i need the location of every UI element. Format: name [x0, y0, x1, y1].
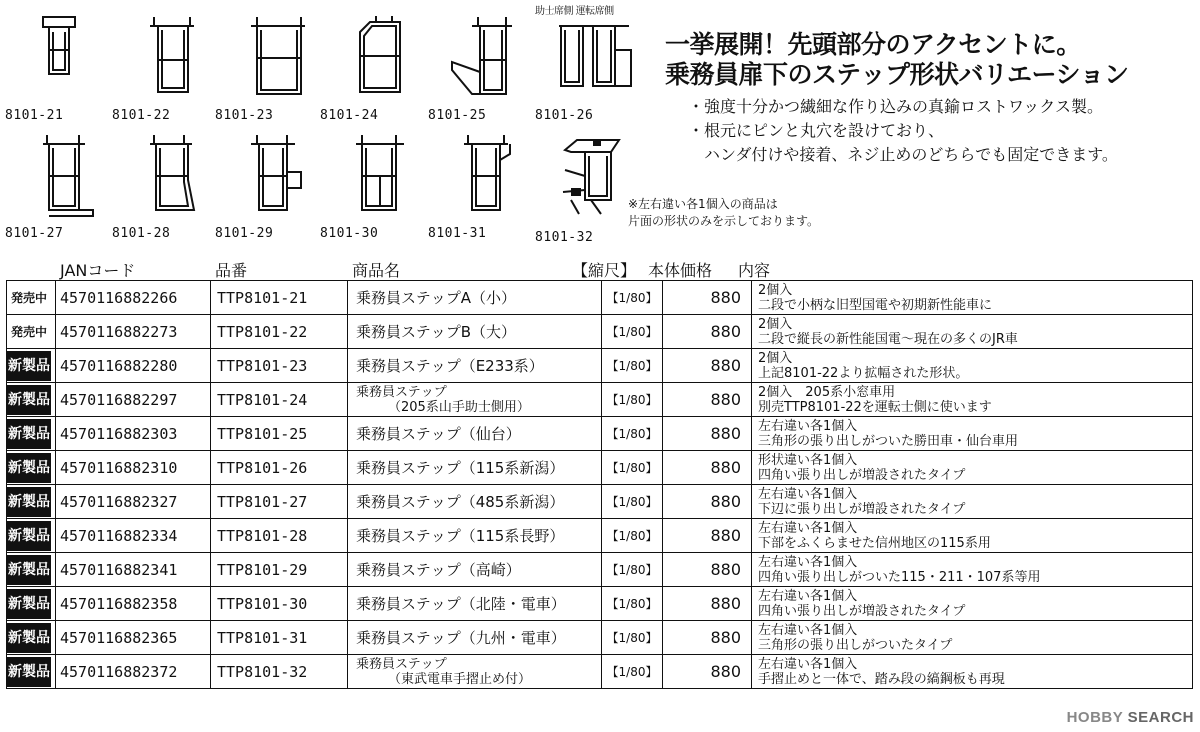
product-name: 乗務員ステップA（小） — [356, 289, 516, 307]
product-name: 乗務員ステップ（E233系） — [356, 357, 544, 375]
table-row — [7, 417, 1193, 451]
table-row — [7, 383, 1193, 417]
table-row — [7, 519, 1193, 553]
scale-cell: 【1/80】 — [602, 417, 663, 451]
header-price: 本体価格 — [648, 261, 713, 280]
figure-code: 8101-29 — [215, 226, 274, 241]
step-drawing-icon — [5, 130, 100, 225]
figure-8101-28 — [112, 130, 202, 250]
header-no: 品番 — [215, 261, 248, 280]
step-drawing-icon — [320, 130, 415, 225]
product-name-cell — [348, 417, 602, 451]
product-name-sub: （東武電車手摺止め付） — [388, 671, 532, 687]
status-cell — [7, 519, 56, 553]
header-desc: 内容 — [738, 261, 771, 280]
product-number-cell: TTP8101-32 — [211, 655, 348, 689]
description-line: 左右違い各1個入 — [758, 554, 858, 570]
status-cell — [7, 281, 56, 315]
product-name: 乗務員ステップ（485系新潟） — [356, 493, 565, 511]
description-line: 下部をふくらませた信州地区の115系用 — [758, 535, 991, 551]
jan-cell: 4570116882358 — [56, 587, 211, 621]
product-number-cell: TTP8101-23 — [211, 349, 348, 383]
figure-code: 8101-24 — [320, 108, 379, 123]
price-cell: 880 — [663, 417, 752, 451]
status-badge: 新製品 — [7, 555, 51, 585]
table-row — [7, 281, 1193, 315]
figure-note — [628, 196, 819, 230]
step-drawing-icon — [320, 12, 410, 102]
product-name-cell — [348, 315, 602, 349]
bullet: ・強度十分かつ繊細な作り込みの真鍮ロストワックス製。 — [688, 97, 1104, 116]
figure-code: 8101-27 — [5, 226, 64, 241]
step-drawing-icon — [215, 12, 305, 102]
description-line: 左右違い各1個入 — [758, 486, 858, 502]
product-name-cell — [348, 587, 602, 621]
product-name-cell — [348, 553, 602, 587]
table-row — [7, 315, 1193, 349]
scale-cell: 【1/80】 — [602, 553, 663, 587]
status-cell — [7, 553, 56, 587]
product-table — [6, 280, 1193, 689]
description-cell — [752, 621, 1193, 655]
jan-cell: 4570116882372 — [56, 655, 211, 689]
description-cell — [752, 417, 1193, 451]
description-cell — [752, 519, 1193, 553]
description-line: 左右違い各1個入 — [758, 622, 858, 638]
status-badge: 新製品 — [7, 453, 51, 483]
watermark-suffix: SEARCH — [1127, 709, 1194, 726]
description-cell — [752, 655, 1193, 689]
product-name-cell — [348, 451, 602, 485]
jan-cell: 4570116882310 — [56, 451, 211, 485]
figure-code: 8101-30 — [320, 226, 379, 241]
table-row — [7, 553, 1193, 587]
figure-code: 8101-25 — [428, 108, 487, 123]
description-cell — [752, 451, 1193, 485]
status-badge: 新製品 — [7, 487, 51, 517]
bullet: ・根元にピンと丸穴を設けており、 — [688, 121, 945, 140]
step-drawing-icon — [535, 130, 635, 225]
product-name-cell — [348, 519, 602, 553]
price-cell: 880 — [663, 553, 752, 587]
feature-bullets — [688, 95, 1118, 167]
description-line: 四角い張り出しが増設されたタイプ — [758, 603, 966, 619]
description-line: 二段で小柄な旧型国電や初期新性能車に — [758, 297, 993, 313]
table-row — [7, 621, 1193, 655]
description-cell — [752, 349, 1193, 383]
table-row — [7, 587, 1193, 621]
watermark — [1067, 709, 1194, 726]
figure-code: 8101-26 — [535, 108, 594, 123]
description-line: 2個入 205系小窓車用 — [758, 384, 896, 400]
price-cell: 880 — [663, 587, 752, 621]
description-line: 四角い張り出しがついた115・211・107系等用 — [758, 569, 1041, 585]
status-cell — [7, 587, 56, 621]
description-cell — [752, 485, 1193, 519]
step-drawing-icon — [428, 130, 523, 225]
scale-cell: 【1/80】 — [602, 587, 663, 621]
description-cell — [752, 315, 1193, 349]
table-row — [7, 485, 1193, 519]
description-line: 形状違い各1個入 — [758, 452, 858, 468]
description-line: 二段で縦長の新性能国電～現在の多くのJR車 — [758, 331, 1018, 347]
product-name: 乗務員ステップ（九州・電車） — [356, 629, 566, 647]
status-badge: 新製品 — [7, 385, 51, 415]
product-number-cell: TTP8101-24 — [211, 383, 348, 417]
scale-cell: 【1/80】 — [602, 485, 663, 519]
header-jan: JANコード — [60, 261, 136, 280]
product-name: 乗務員ステップ（115系新潟） — [356, 459, 565, 477]
scale-cell: 【1/80】 — [602, 349, 663, 383]
figure-8101-26 — [535, 12, 625, 132]
description-line: 三角形の張り出しがついた勝田車・仙台車用 — [758, 433, 1019, 449]
status-badge: 新製品 — [7, 351, 51, 381]
figure-8101-27 — [5, 130, 95, 250]
status-badge: 発売中 — [10, 290, 47, 305]
price-cell: 880 — [663, 485, 752, 519]
status-cell — [7, 621, 56, 655]
scale-cell: 【1/80】 — [602, 451, 663, 485]
product-name: 乗務員ステップB（大） — [356, 323, 516, 341]
step-drawing-icon — [535, 12, 635, 102]
description-line: 左右違い各1個入 — [758, 418, 858, 434]
figure-code: 8101-32 — [535, 230, 594, 245]
price-cell: 880 — [663, 349, 752, 383]
figure-code: 8101-23 — [215, 108, 274, 123]
jan-cell: 4570116882280 — [56, 349, 211, 383]
figure-8101-23 — [215, 12, 305, 132]
table-row — [7, 655, 1193, 689]
figure-8101-25 — [428, 12, 518, 132]
headline-line: 乗務員扉下のステップ形状バリエーション — [665, 60, 1129, 89]
product-name: 乗務員ステップ（高崎） — [356, 561, 521, 579]
description-line: 四角い張り出しが増設されたタイプ — [758, 467, 966, 483]
description-line: 2個入 — [758, 316, 793, 332]
description-cell — [752, 553, 1193, 587]
status-cell — [7, 383, 56, 417]
description-cell — [752, 281, 1193, 315]
product-name-cell — [348, 349, 602, 383]
product-name-cell — [348, 383, 602, 417]
product-name: 乗務員ステップ（115系長野） — [356, 527, 565, 545]
description-line: 手摺止めと一体で、踏み段の縞鋼板も再現 — [758, 671, 1005, 687]
jan-cell: 4570116882334 — [56, 519, 211, 553]
product-name: 乗務員ステップ — [356, 656, 447, 672]
scale-cell: 【1/80】 — [602, 621, 663, 655]
figure-code: 8101-22 — [112, 108, 171, 123]
jan-cell: 4570116882327 — [56, 485, 211, 519]
description-line: 2個入 — [758, 350, 793, 366]
product-name-cell — [348, 621, 602, 655]
step-drawing-icon — [112, 130, 207, 225]
jan-cell: 4570116882266 — [56, 281, 211, 315]
status-cell — [7, 417, 56, 451]
figure-8101-21 — [5, 12, 95, 132]
description-line: 左右違い各1個入 — [758, 520, 858, 536]
headline-line: 一挙展開！先頭部分のアクセントに。 — [665, 30, 1081, 59]
figure-code: 8101-28 — [112, 226, 171, 241]
step-drawing-icon — [215, 130, 310, 225]
price-cell: 880 — [663, 621, 752, 655]
scale-cell: 【1/80】 — [602, 383, 663, 417]
price-cell: 880 — [663, 315, 752, 349]
product-number-cell: TTP8101-25 — [211, 417, 348, 451]
product-number-cell: TTP8101-26 — [211, 451, 348, 485]
product-name: 乗務員ステップ（仙台） — [356, 425, 521, 443]
note-line: 片面の形状のみを示しております。 — [628, 214, 820, 228]
jan-cell: 4570116882273 — [56, 315, 211, 349]
jan-cell: 4570116882303 — [56, 417, 211, 451]
status-cell — [7, 315, 56, 349]
table-row — [7, 349, 1193, 383]
step-drawing-icon — [428, 12, 518, 102]
figure-code: 8101-21 — [5, 108, 64, 123]
status-cell — [7, 349, 56, 383]
product-number-cell: TTP8101-31 — [211, 621, 348, 655]
product-name: 乗務員ステップ（北陸・電車） — [356, 595, 566, 613]
price-cell: 880 — [663, 519, 752, 553]
figure-area — [0, 0, 640, 250]
header-name: 商品名 — [352, 261, 401, 280]
bullet: ハンダ付けや接着、ネジ止めのどちらでも固定できます。 — [688, 145, 1118, 164]
description-line: 左右違い各1個入 — [758, 588, 858, 604]
status-badge: 新製品 — [7, 419, 51, 449]
note-line: ※左右違い各1個入の商品は — [628, 197, 778, 211]
product-number-cell: TTP8101-29 — [211, 553, 348, 587]
product-name-cell — [348, 655, 602, 689]
price-cell: 880 — [663, 451, 752, 485]
description-line: 上記8101-22より拡幅された形状。 — [758, 365, 969, 381]
product-number-cell: TTP8101-28 — [211, 519, 348, 553]
side-label: 助士席側 運転席側 — [535, 6, 614, 17]
product-name-sub: （205系山手助士側用） — [388, 399, 530, 415]
figure-8101-24 — [320, 12, 410, 132]
price-cell: 880 — [663, 383, 752, 417]
scale-cell: 【1/80】 — [602, 281, 663, 315]
description-line: 左右違い各1個入 — [758, 656, 858, 672]
figure-8101-32 — [535, 130, 625, 250]
figure-code: 8101-31 — [428, 226, 487, 241]
product-number-cell: TTP8101-22 — [211, 315, 348, 349]
description-line: 2個入 — [758, 282, 793, 298]
watermark-brand: HOBBY — [1066, 709, 1123, 726]
jan-cell: 4570116882341 — [56, 553, 211, 587]
product-number-cell: TTP8101-27 — [211, 485, 348, 519]
figure-8101-31 — [428, 130, 518, 250]
step-drawing-icon — [112, 12, 202, 102]
status-badge: 新製品 — [7, 589, 51, 619]
status-cell — [7, 655, 56, 689]
header-scale: 【縮尺】 — [572, 261, 637, 280]
step-drawing-icon — [5, 12, 95, 102]
headline — [665, 30, 1129, 90]
status-badge: 新製品 — [7, 657, 51, 687]
price-cell: 880 — [663, 281, 752, 315]
description-line: 下辺に張り出しが増設されたタイプ — [758, 501, 966, 517]
status-badge: 新製品 — [7, 623, 51, 653]
description-cell — [752, 383, 1193, 417]
description-cell — [752, 587, 1193, 621]
status-badge: 発売中 — [10, 324, 47, 339]
price-cell: 880 — [663, 655, 752, 689]
product-name-cell — [348, 281, 602, 315]
status-cell — [7, 485, 56, 519]
description-line: 三角形の張り出しがついたタイプ — [758, 637, 953, 653]
status-cell — [7, 451, 56, 485]
product-name: 乗務員ステップ — [356, 384, 447, 400]
figure-8101-22 — [112, 12, 202, 132]
table-row — [7, 451, 1193, 485]
scale-cell: 【1/80】 — [602, 519, 663, 553]
product-name-cell — [348, 485, 602, 519]
table-header — [0, 258, 1200, 280]
scale-cell: 【1/80】 — [602, 655, 663, 689]
jan-cell: 4570116882365 — [56, 621, 211, 655]
product-number-cell: TTP8101-30 — [211, 587, 348, 621]
scale-cell: 【1/80】 — [602, 315, 663, 349]
status-badge: 新製品 — [7, 521, 51, 551]
description-line: 別売TTP8101-22を運転士側に使います — [758, 399, 992, 415]
figure-8101-30 — [320, 130, 410, 250]
figure-8101-29 — [215, 130, 305, 250]
jan-cell: 4570116882297 — [56, 383, 211, 417]
product-number-cell: TTP8101-21 — [211, 281, 348, 315]
